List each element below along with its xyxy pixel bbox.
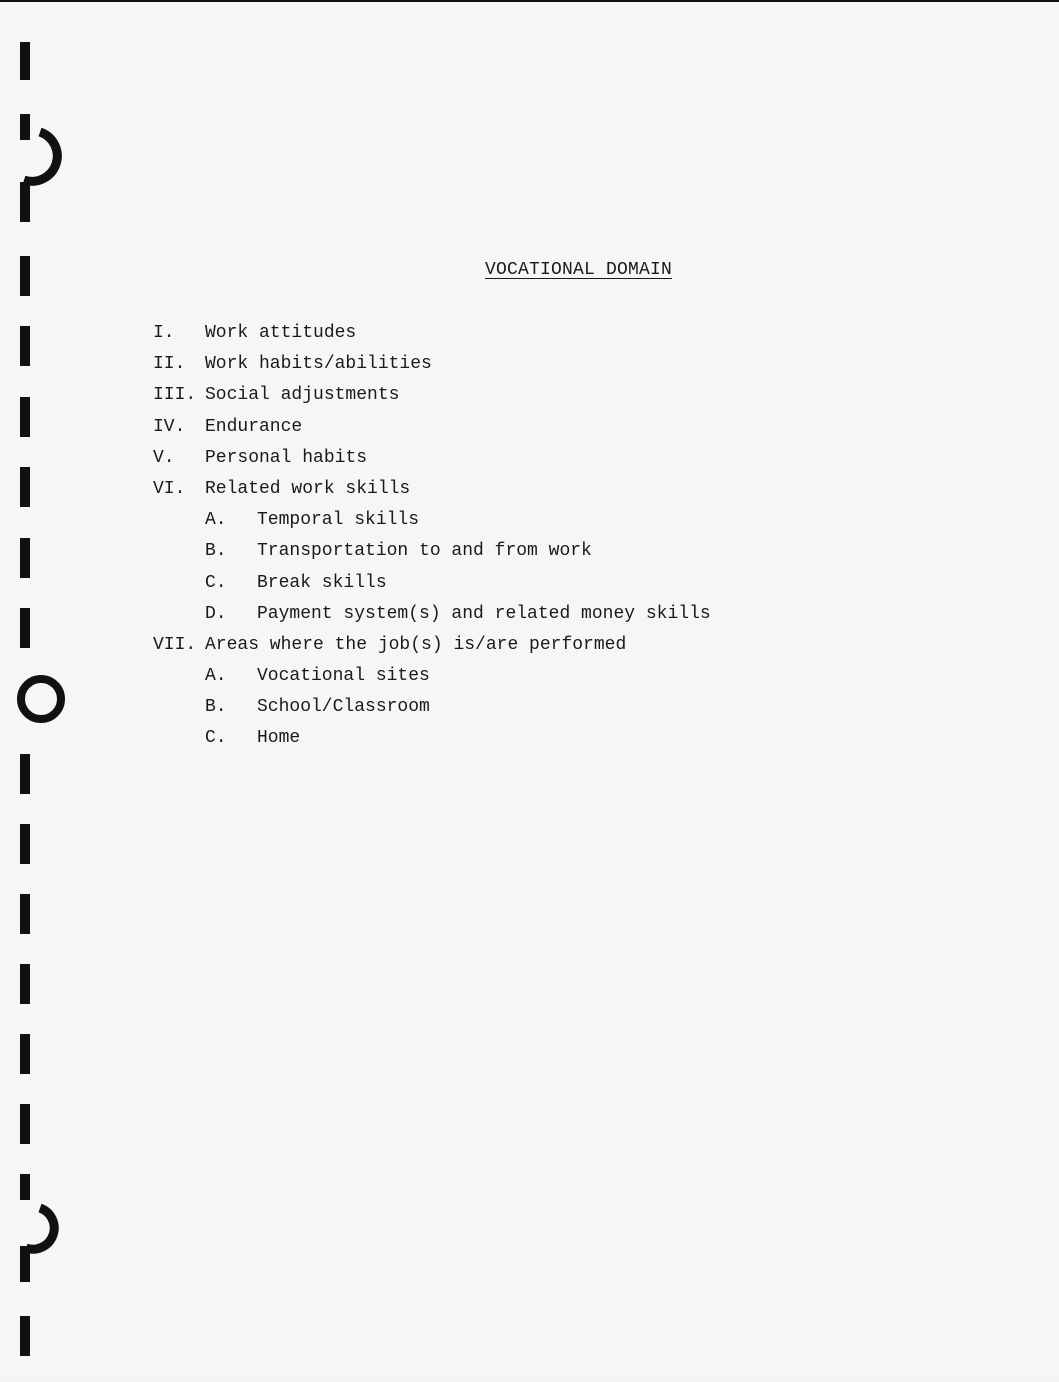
- page-title: VOCATIONAL DOMAIN: [485, 260, 673, 280]
- subitem-letter: C.: [205, 728, 227, 749]
- sub-list-item: [153, 572, 853, 603]
- subitem-letter: D.: [205, 603, 227, 624]
- subitem-text: Payment system(s) and related money skills: [257, 603, 711, 624]
- list-item: [153, 416, 853, 447]
- subitem-text: Home: [257, 728, 301, 749]
- item-number: III.: [153, 385, 197, 406]
- subitem-letter: C.: [205, 572, 227, 593]
- sub-list-item: [153, 603, 853, 634]
- item-number: V.: [153, 447, 175, 468]
- item-text: Work habits/abilities: [205, 354, 432, 375]
- item-text: Endurance: [205, 416, 303, 437]
- item-text: Personal habits: [205, 447, 368, 468]
- subitem-text: Break skills: [257, 572, 387, 593]
- subitem-text: School/Classroom: [257, 697, 430, 718]
- item-number: I.: [153, 323, 175, 343]
- item-number: IV.: [153, 416, 186, 437]
- subitem-letter: A.: [205, 510, 227, 531]
- list-item: [153, 322, 853, 353]
- item-text: Social adjustments: [205, 385, 400, 406]
- subitem-text: Vocational sites: [257, 666, 430, 687]
- subitem-text: Temporal skills: [257, 510, 420, 531]
- item-number: VII.: [153, 634, 197, 655]
- item-text: Related work skills: [205, 478, 411, 499]
- subitem-letter: B.: [205, 541, 227, 562]
- list-item: [153, 478, 853, 509]
- list-item: [153, 634, 853, 665]
- list-item: [153, 384, 853, 415]
- item-text: Work attitudes: [205, 323, 357, 343]
- sub-list-item: [153, 540, 853, 571]
- item-number: VI.: [153, 478, 186, 499]
- subitem-letter: B.: [205, 697, 227, 718]
- sub-list-item: [153, 727, 853, 758]
- sub-list-item: [153, 509, 853, 540]
- item-text: Areas where the job(s) is/are performed: [205, 634, 627, 655]
- outline-list: [153, 322, 853, 759]
- sub-list-item: [153, 665, 853, 696]
- subitem-text: Transportation to and from work: [257, 541, 592, 562]
- item-number: II.: [153, 354, 186, 375]
- sub-list-item: [153, 696, 853, 727]
- list-item: [153, 447, 853, 478]
- subitem-letter: A.: [205, 666, 227, 687]
- binder-punch-holes: [0, 2, 80, 1382]
- list-item: [153, 353, 853, 384]
